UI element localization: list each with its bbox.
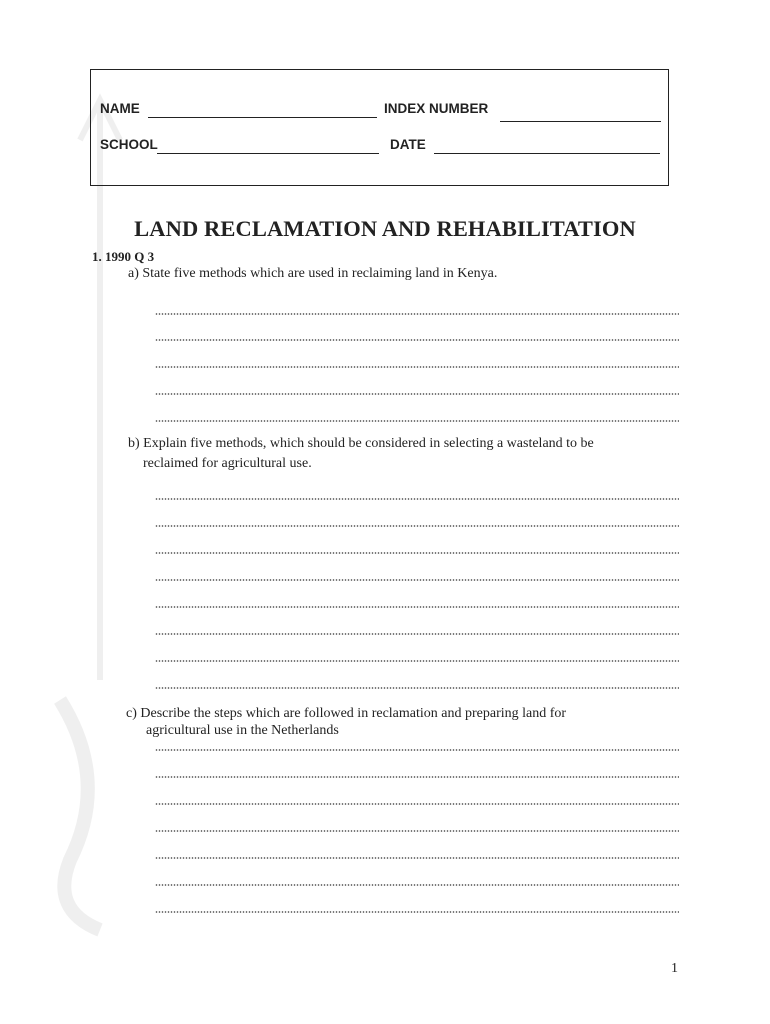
name-field[interactable] [148,117,377,118]
answer-line[interactable] [155,687,679,689]
student-details-box [90,69,669,186]
school-field[interactable] [157,153,379,154]
answer-line[interactable] [155,633,679,635]
answer-line[interactable] [155,749,679,751]
answer-line[interactable] [155,393,679,395]
date-field[interactable] [434,153,660,154]
question-part-c-continued: agricultural use in the Netherlands [146,723,339,738]
answer-line[interactable] [155,660,679,662]
answer-line[interactable] [155,884,679,886]
question-part-a: a) State five methods which are used in reclaiming land in Kenya. [128,266,498,281]
school-label: SCHOOL [100,137,158,152]
date-label: DATE [390,137,426,152]
index-number-field[interactable] [500,121,661,122]
answer-line[interactable] [155,525,679,527]
answer-line[interactable] [155,857,679,859]
answer-line[interactable] [155,830,679,832]
question-part-c: c) Describe the steps which are followed in reclamation and preparing land for [126,706,567,721]
answer-line[interactable] [155,366,679,368]
name-label: NAME [100,101,140,116]
page-title: LAND RECLAMATION AND REHABILITATION [134,216,636,241]
question-part-b-continued: reclaimed for agricultural use. [143,456,312,471]
answer-line[interactable] [155,420,679,422]
question-number: 1. 1990 Q 3 [92,249,155,264]
answer-line[interactable] [155,552,679,554]
index-number-label: INDEX NUMBER [384,101,489,116]
answer-line[interactable] [155,606,679,608]
answer-line[interactable] [155,579,679,581]
page-number: 1 [671,961,678,976]
answer-line[interactable] [155,313,679,315]
answer-line[interactable] [155,911,679,913]
answer-line[interactable] [155,776,679,778]
answer-line[interactable] [155,498,679,500]
answer-line[interactable] [155,803,679,805]
watermark-logo [40,80,130,940]
answer-line[interactable] [155,339,679,341]
question-part-b: b) Explain five methods, which should be considered in selecting a wasteland to be [128,436,594,451]
